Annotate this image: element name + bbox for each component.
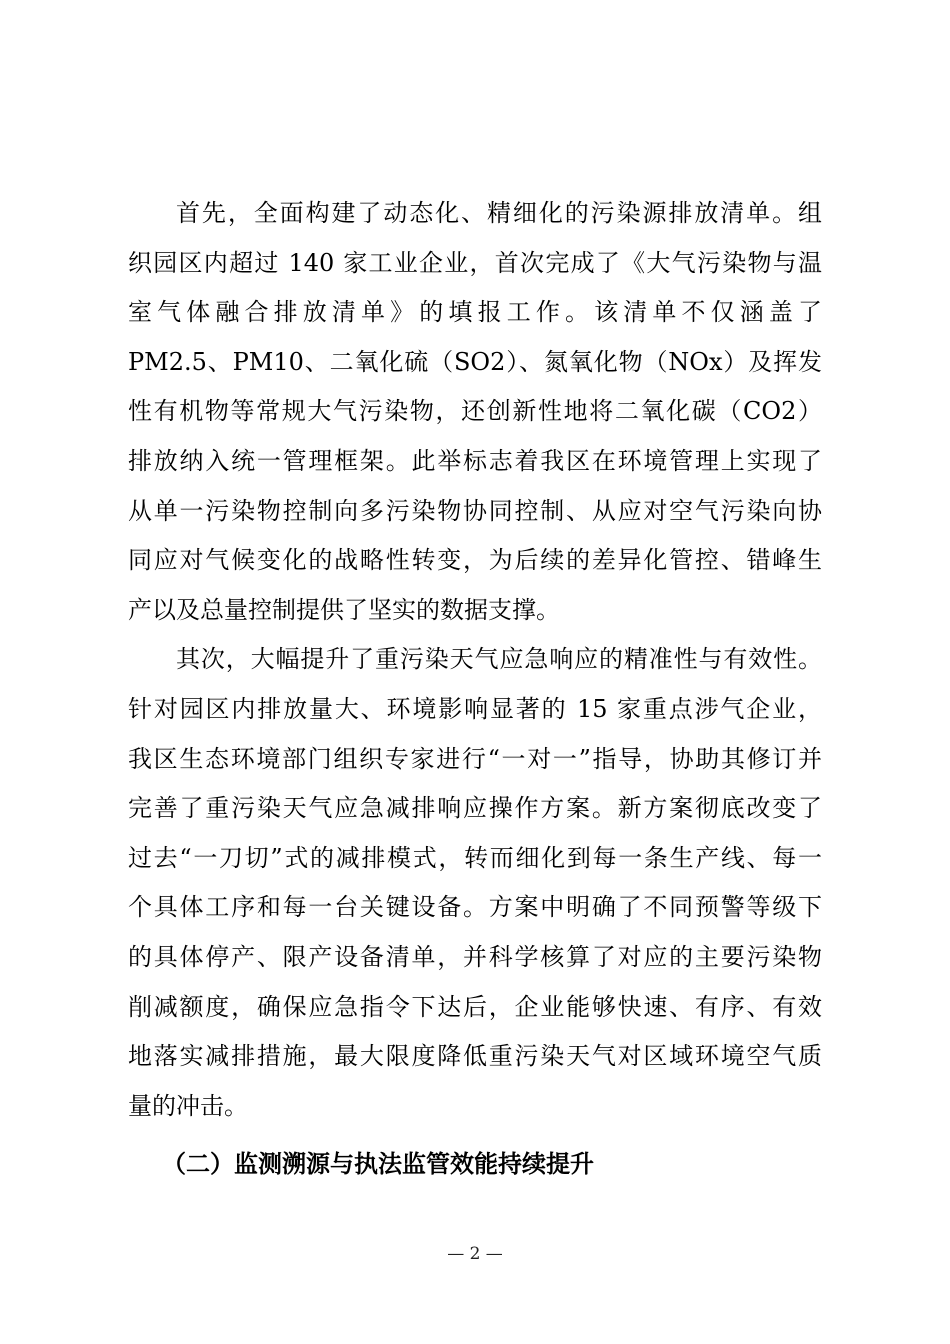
text-line: 首先，全面构建了动态化、精细化的污染源排放清单。组	[176, 199, 822, 227]
text-line: 的具体停产、限产设备清单，并科学核算了对应的主要污染物	[128, 942, 822, 971]
text-line: 其次，大幅提升了重污染天气应急响应的精准性与有效性。	[176, 645, 822, 674]
section-heading: （二）监测溯源与执法监管效能持续提升	[162, 1150, 594, 1179]
text-line: 性有机物等常规大气污染物，还创新性地将二氧化碳（CO2）	[128, 397, 822, 426]
paragraph-1	[128, 189, 822, 635]
text-line: 针对园区内排放量大、环境影响显著的 15 家重点涉气企业，	[128, 694, 822, 723]
text-line: 完善了重污染天气应急减排响应操作方案。新方案彻底改变了	[128, 794, 822, 823]
text-line: 室气体融合排放清单》的填报工作。该清单不仅涵盖了	[128, 298, 822, 327]
text-line: 个具体工序和每一台关键设备。方案中明确了不同预警等级下	[128, 893, 822, 922]
text-line: 织园区内超过 140 家工业企业，首次完成了《大气污染物与温	[128, 248, 822, 277]
text-line: 地落实减排措施，最大限度降低重污染天气对区域环境空气质	[128, 1042, 822, 1071]
text-line: 我区生态环境部门组织专家进行“一对一”指导，协助其修订并	[128, 744, 822, 773]
page-number: — 2 —	[447, 1244, 503, 1264]
text-line: 从单一污染物控制向多污染物协同控制、从应对空气污染向协	[128, 496, 822, 525]
document-body	[128, 189, 822, 1189]
paragraph-2	[128, 635, 822, 1131]
text-line: 同应对气候变化的战略性转变，为后续的差异化管控、错峰生	[128, 546, 822, 575]
text-line: 量的冲击。	[128, 1091, 248, 1120]
text-line: 削减额度，确保应急指令下达后，企业能够快速、有序、有效	[128, 992, 822, 1021]
text-line: 产以及总量控制提供了坚实的数据支撑。	[128, 595, 560, 624]
text-line: 排放纳入统一管理框架。此举标志着我区在环境管理上实现了	[128, 446, 822, 475]
text-line: PM2.5、PM10、二氧化硫（SO2）、氮氧化物（NOx）及挥发	[128, 347, 822, 376]
text-line: 过去“一刀切”式的减排模式，转而细化到每一条生产线、每一	[128, 843, 822, 872]
